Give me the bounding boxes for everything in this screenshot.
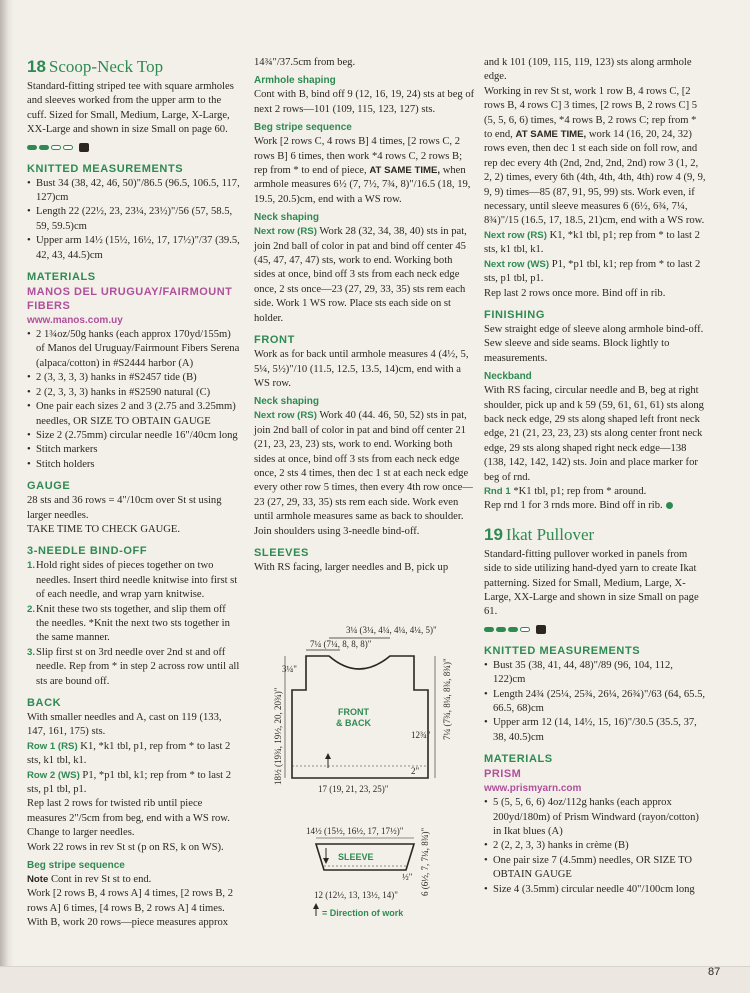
sleeve-bottom-label: 12 (12½, 13, 13½, 14)" bbox=[314, 890, 398, 900]
list-item: • Bust 34 (38, 42, 46, 50)"/86.5 (96.5, 106.5, 117, 127)cm bbox=[27, 177, 241, 206]
sleeves-text: and k 101 (109, 115, 119, 123) sts along armhole edge. bbox=[484, 57, 692, 83]
width-label: 17 (19, 21, 23, 25)" bbox=[318, 784, 389, 794]
list-item: • Upper arm 12 (14, 14½, 15, 16)"/30.5 (35.5, 37, 38, 40.5)cm bbox=[484, 716, 706, 745]
section-heading: KNITTED MEASUREMENTS bbox=[484, 644, 641, 657]
pattern-19-title bbox=[484, 524, 706, 546]
side-length-label: 7¼ (7¾, 8¼, 8¾, 8¾)" bbox=[442, 658, 452, 740]
materials-list bbox=[27, 328, 241, 472]
sleeve-top-label: 14½ (15½, 16½, 17, 17½)" bbox=[306, 826, 404, 836]
row-instruction: Row 1 (RS) K1, *k1 tbl, p1, rep from * to last 2 sts, k1 tbl, k1. bbox=[27, 740, 231, 767]
list-item: • Stitch holders bbox=[27, 458, 241, 472]
measurements-list bbox=[27, 177, 241, 263]
row-instruction: Next row (RS) Work 28 (32, 34, 38, 40) sts in pat, join 2nd ball of color in pat and bind off center 45 (45, 47, 47, 47) sts, work to end. Working both sides at once, bind off 3 sts from each neck edge once, 2 sts once—23 (27, 29, 33, 35) sts rem each side. Work 1 WS row. Place sts each side on st holder. bbox=[254, 226, 467, 324]
garment-schematic bbox=[254, 620, 475, 930]
subheading: Beg stripe sequence bbox=[27, 860, 125, 872]
sleeve-label: SLEEVE bbox=[338, 852, 374, 862]
back-label: & BACK bbox=[336, 718, 371, 728]
gauge-text: 28 sts and 36 rows = 4"/10cm over St st using larger needles. bbox=[27, 495, 222, 521]
subheading: Neckband bbox=[484, 371, 532, 383]
text-continued: 14¾"/37.5cm from beg. bbox=[254, 57, 356, 68]
note: Note Cont in rev St st to end. bbox=[27, 874, 152, 886]
list-item: • 2 (2, 2, 3, 3) hanks in crème (B) bbox=[484, 839, 706, 853]
front-label: FRONT bbox=[338, 707, 369, 717]
pattern-name: Scoop-Neck Top bbox=[48, 57, 164, 76]
yarn-brand: PRISM bbox=[484, 768, 522, 781]
column-1 bbox=[27, 56, 241, 931]
materials-list bbox=[484, 796, 706, 897]
section-heading: GAUGE bbox=[27, 480, 71, 493]
pattern-name: Ikat Pullover bbox=[505, 524, 595, 544]
row-instruction: Rnd 1 *K1 tbl, p1; rep from * around. bbox=[484, 485, 647, 497]
pattern-18-title bbox=[27, 56, 241, 78]
page-number: 87 bbox=[708, 966, 721, 978]
row-instruction: Next row (RS) K1, *k1 tbl, p1; rep from * to last 2 sts, k1 tbl, k1. bbox=[484, 229, 700, 256]
list-item: • One pair size 7 (4.5mm) needles, OR SIZE TO OBTAIN GAUGE bbox=[484, 854, 706, 883]
sleeve-cuff-label: ½" bbox=[402, 872, 413, 882]
sleeves-text: With RS facing, larger needles and B, pick up bbox=[254, 561, 449, 573]
yarn-brand: MANOS DEL URUGUAY/FAIRMOUNT FIBERS bbox=[27, 286, 233, 313]
front-text: Join shoulders using 3-needle bind-off. bbox=[254, 525, 420, 537]
pattern-number: 18 bbox=[27, 57, 46, 76]
section-heading: MATERIALS bbox=[484, 753, 553, 766]
list-item: • Size 2 (2.75mm) circular needle 16"/40cm long bbox=[27, 429, 241, 443]
list-item: 2. Knit these two sts together, and slip them off the needles. *Knit the next two sts together in the same manner. bbox=[27, 603, 230, 644]
back-text: Work 22 rows in rev St st (p on RS, k on WS). bbox=[27, 841, 224, 853]
armhole-depth-label: 12¾" bbox=[411, 730, 431, 740]
subheading: Neck shaping bbox=[254, 396, 320, 408]
section-heading: FINISHING bbox=[484, 308, 546, 321]
list-item: • 5 (5, 5, 6, 6) 4oz/112g hanks (each approx 200yd/180m) of Prism Windward (rayon/cotton) in Ikat blues (A) bbox=[484, 796, 706, 839]
measurements-list bbox=[484, 659, 706, 745]
row-instruction: Row 2 (WS) P1, *p1 tbl, k1; rep from * to last 2 sts, p1 tbl, p1. bbox=[27, 769, 232, 796]
front-text: Work as for back until armhole measures 4 (4½, 5, 5¼, 5½)"/10 (11.5, 12.5, 13.5, 14)cm, end with a WS row. bbox=[254, 349, 469, 389]
subheading: Beg stripe sequence bbox=[254, 122, 352, 134]
section-heading: SLEEVES bbox=[254, 546, 309, 559]
list-item: 3. Slip first st on 3rd needle over 2nd st and off needle. Rep from * in step 2 across row until all sts are bound off. bbox=[27, 646, 240, 687]
pattern-intro: Standard-fitting pullover worked in panels from side to side utilizing hand-dyed yarn to create Ikat patterning. Sized for Small, Medium, Large, X-Large, XX-Large and shown in size Small on page 61. bbox=[484, 548, 699, 618]
direction-arrow-icon bbox=[313, 903, 319, 909]
neckband-text: With RS facing, circular needle and B, beg at right shoulder, pick up and k 59 (59, 61, 61, 61) sts along back neck edge, 29 sts along shaped left front neck edge, 21 (21, 23, 23, 23) sts along center front neck edge, 29 sts along shaped right neck edge—138 (138, 142, 142, 142) sts. Join and place marker for beg of rnd. bbox=[484, 385, 704, 483]
neck-depth-label: 3¼" bbox=[282, 664, 297, 674]
list-item: • Length 24¾ (25¼, 25¾, 26¼, 26¾)"/63 (64, 65.5, 66.5, 68)cm bbox=[484, 688, 706, 717]
list-item: 1. Hold right sides of pieces together on two needles. Insert third needle knitwise into first st of each needle, and wrap yarn knitwise. bbox=[27, 560, 238, 601]
page-spine-shadow bbox=[0, 0, 14, 992]
stripe-text: Work [2 rows C, 4 rows B] 4 times, [2 rows C, 2 rows B] 6 times, then work *4 rows C, 2 rows B; rep from * to end of piece, AT SAME TIME, when armhole measures 6½ (7, 7½, 7¾, 8)"/16.5 (18, 19, 19.5, 20.5)cm, end with a WS row. bbox=[254, 136, 471, 205]
armhole-text: Cont with B, bind off 9 (12, 16, 19, 24) sts at beg of next 2 rows—101 (109, 115, 123, 127) sts. bbox=[254, 89, 475, 115]
subheading: Neck shaping bbox=[254, 212, 320, 224]
neck-width-label: 3¼ (3¼, 4¼, 4¼, 4¼, 5)" bbox=[346, 625, 437, 635]
finishing-text: Sew straight edge of sleeve along armhole bind-off. Sew sleeve and side seams. Block lightly to measurements. bbox=[484, 323, 704, 364]
skill-level-icon bbox=[484, 623, 706, 637]
sleeves-text: Working in rev St st, work 1 row B, 4 rows C, [2 rows B, 4 rows C] 3 times, [2 rows B, 2 rows C] 5 (5, 5, 6, 6) times, *4 rows B, 2 rows C; rep from * to end, AT SAME TIME, work 14 (16, 20, 24, 32) rows even, then dec 1 st each side on foll row, and rep dec every 4th (2nd, 2nd, 2nd, 2nd) row 3 (1, 2, 2, 2) times, every 6th (4th, 4th, 4th, 4th) row 4 (9, 9, 9, 9) times—85 (87, 91, 95, 99) sts. Work even, if necessary, until sleeve measures 6 (6½, 6¾, 7¼, 8¾)"/15 (16.5, 17, 18.5, 21)cm, end with a WS row. bbox=[484, 85, 706, 227]
end-dot-icon bbox=[666, 502, 673, 509]
brand-url[interactable]: www.prismyarn.com bbox=[484, 783, 582, 795]
brand-url[interactable]: www.manos.com.uy bbox=[27, 315, 123, 327]
stripe-text: Work [2 rows B, 4 rows A] 4 times, [2 rows B, 2 rows A] 6 times, [4 rows B, 2 rows A] 4 times. With B, work 20 rows—piece measures approx bbox=[27, 888, 234, 929]
list-item: • Length 22 (22½, 23, 23¼, 23½)"/56 (57, 58.5, 59, 59.5)cm bbox=[27, 205, 241, 234]
section-heading: BACK bbox=[27, 697, 62, 709]
row-instruction: Next row (WS) P1, *p1 tbl, k1; rep from * to last 2 sts, p1 tbl, p1. bbox=[484, 258, 701, 285]
subheading: Armhole shaping bbox=[254, 75, 336, 87]
list-item: • 2 1¾oz/50g hanks (each approx 170yd/155m) of Manos del Uruguay/Fairmount Fibers Serena (alpaca/cotton) in #S2444 harbor (A) bbox=[27, 328, 241, 371]
pattern-intro: Standard-fitting striped tee with square armholes and sleeves worked from the upper arm to the cuff. Sized for Small, Medium, Large, X-Large, XX-Large and shown in size Small on page 60. bbox=[27, 81, 234, 136]
sleeve-length-label: 6 (6½, 7, 7¼, 8¾)" bbox=[420, 827, 430, 896]
back-text: With smaller needles and A, cast on 119 (133, 147, 161, 175) sts. bbox=[27, 712, 222, 738]
list-item: • Bust 35 (38, 41, 44, 48)"/89 (96, 104, 112, 122)cm bbox=[484, 659, 706, 688]
column-2 bbox=[254, 56, 475, 575]
direction-legend: = Direction of work bbox=[322, 908, 404, 918]
shoulder-label: 7¼ (7¼, 8, 8, 8)" bbox=[310, 639, 372, 649]
column-3 bbox=[484, 56, 706, 897]
list-item: • Stitch markers bbox=[27, 443, 241, 457]
section-heading: FRONT bbox=[254, 334, 295, 347]
front-back-outline bbox=[292, 656, 428, 778]
skill-level-icon bbox=[27, 141, 241, 155]
list-item: • Size 4 (3.5mm) circular needle 40"/100cm long bbox=[484, 883, 706, 897]
list-item: • 2 (3, 3, 3, 3) hanks in #S2457 tide (B) bbox=[27, 371, 241, 385]
end-text: Rep rnd 1 for 3 rnds more. Bind off in rib. bbox=[484, 499, 706, 513]
section-heading: 3-NEEDLE BIND-OFF bbox=[27, 545, 148, 558]
bindoff-steps bbox=[27, 559, 241, 689]
rib-label: 2" bbox=[411, 766, 420, 776]
gauge-note: TAKE TIME TO CHECK GAUGE. bbox=[27, 523, 181, 535]
sleeves-text: Rep last 2 rows once more. Bind off in rib. bbox=[484, 287, 666, 299]
pattern-number: 19 bbox=[484, 524, 503, 544]
list-item: • Upper arm 14½ (15½, 16½, 17, 17½)"/37 (39.5, 42, 43, 44.5)cm bbox=[27, 234, 241, 263]
list-item: • One pair each sizes 2 and 3 (2.75 and 3.25mm) needles, OR SIZE TO OBTAIN GAUGE bbox=[27, 400, 241, 429]
list-item: • 2 (2, 3, 3, 3) hanks in #S2590 natural (C) bbox=[27, 386, 241, 400]
yarn-weight-icon bbox=[79, 143, 89, 152]
row-instruction: Next row (RS) Work 40 (44. 46, 50, 52) sts in pat, join 2nd ball of color in pat and bind off center 21 (21, 23, 23, 23) sts, work to end. Working both sides at once, bind off 3 sts from each neck edge once, 2 sts 4 times, then dec 1 st at each neck edge every other row 5 times, then every 4th row once—23 (27, 29, 33, 35) sts rem each side. Work even until armhole measures same as back to shoulder. bbox=[254, 410, 473, 523]
section-heading: KNITTED MEASUREMENTS bbox=[27, 162, 184, 175]
section-heading: MATERIALS bbox=[27, 271, 96, 284]
yarn-weight-icon bbox=[536, 625, 546, 634]
page-bottom-edge bbox=[0, 966, 750, 993]
back-text: Rep last 2 rows for twisted rib until piece measures 2"/5cm from beg, end with a WS row. Change to larger needles. bbox=[27, 798, 230, 839]
body-length-label: 18½ (19¾, 19½, 20, 20¾)" bbox=[273, 687, 283, 785]
